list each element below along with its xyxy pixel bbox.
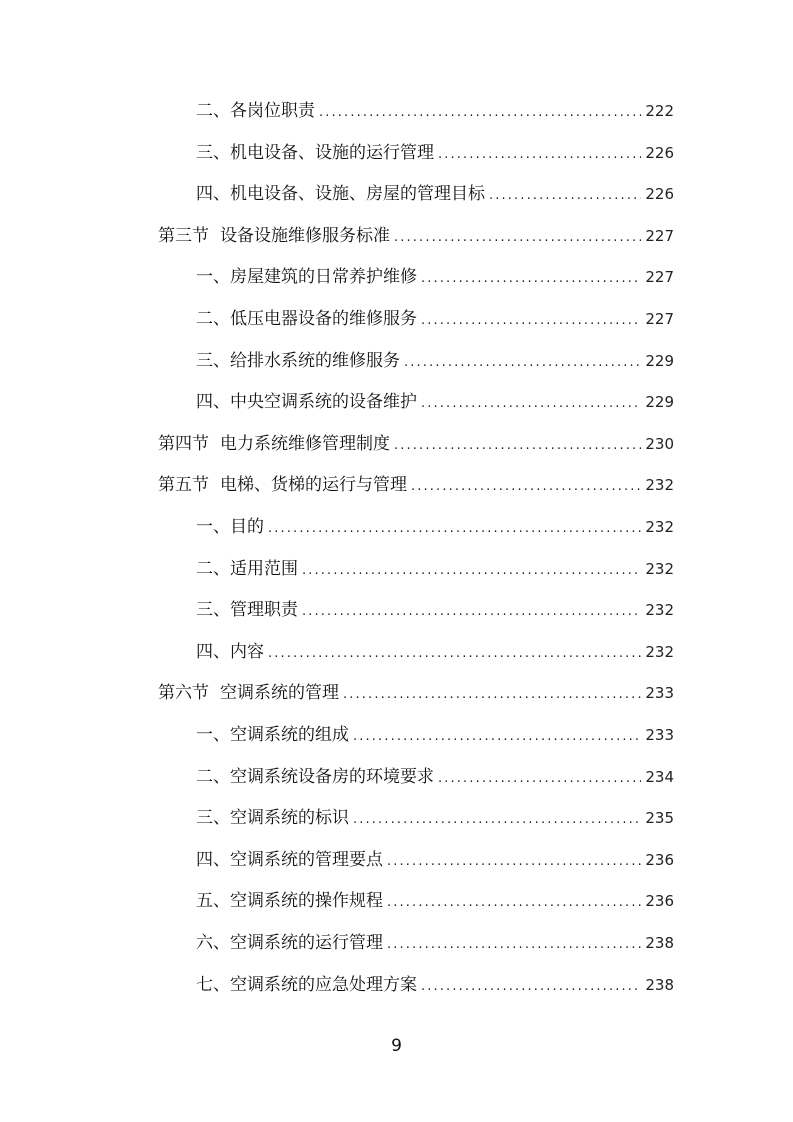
toc-section-entry[interactable] <box>158 429 674 459</box>
toc-entry-number: 七、 <box>196 974 230 995</box>
toc-entry-title: 目的 <box>230 517 264 537</box>
toc-entry-title: 房屋建筑的日常养护维修 <box>230 267 417 288</box>
dot-leader <box>387 930 641 960</box>
toc-entry-number: 二、 <box>196 101 230 121</box>
toc-entry-number: 四、 <box>196 184 230 205</box>
toc-entry-page-number: 232 <box>645 518 674 536</box>
toc-item-entry[interactable] <box>196 262 674 292</box>
toc-item-entry[interactable] <box>196 928 674 958</box>
toc-entry-page-number: 230 <box>645 434 674 453</box>
toc-entry-number: 二、 <box>196 558 230 579</box>
toc-section-entry[interactable] <box>158 470 674 500</box>
toc-entry-title: 各岗位职责 <box>230 101 315 121</box>
toc-item-entry[interactable] <box>196 96 674 126</box>
toc-entry-page-number: 226 <box>645 143 674 162</box>
dot-leader <box>421 972 641 1002</box>
toc-entry-page-number: 235 <box>645 809 674 828</box>
toc-entry-page-number: 232 <box>645 642 674 661</box>
toc-entry-page-number: 232 <box>645 559 674 578</box>
toc-entry-number: 三、 <box>196 350 230 371</box>
toc-entry-title: 空调系统设备房的环境要求 <box>230 766 434 787</box>
toc-entry-number: 六、 <box>196 933 230 953</box>
toc-item-entry[interactable] <box>196 554 674 584</box>
toc-entry-number: 二、 <box>196 309 230 329</box>
toc-entry-number: 一、 <box>196 517 230 537</box>
toc-entry-page-number: 227 <box>645 268 674 287</box>
toc-entry-page-number: 233 <box>645 684 674 703</box>
toc-entry-title: 电力系统维修管理制度 <box>220 433 390 454</box>
toc-entry-title: 内容 <box>230 641 264 662</box>
toc-entry-number: 第五节 <box>158 475 209 496</box>
dot-leader <box>404 348 641 378</box>
toc-entry-number: 四、 <box>196 849 230 870</box>
toc-item-entry[interactable] <box>196 886 674 916</box>
dot-leader <box>411 472 641 502</box>
toc-entry-page-number: 226 <box>645 185 674 204</box>
toc-entry-title: 空调系统的应急处理方案 <box>230 974 417 995</box>
toc-entry-number: 三、 <box>196 142 230 163</box>
toc-item-entry[interactable] <box>196 346 674 376</box>
dot-leader <box>302 597 641 627</box>
toc-entry-title: 机电设备、设施的运行管理 <box>230 142 434 163</box>
toc-item-entry[interactable] <box>196 762 674 792</box>
dot-leader <box>394 431 641 461</box>
toc-item-entry[interactable] <box>196 845 674 875</box>
toc-item-entry[interactable] <box>196 304 674 334</box>
dot-leader <box>302 556 641 586</box>
toc-entry-title: 空调系统的组成 <box>230 725 349 745</box>
dot-leader <box>489 181 641 211</box>
toc-item-entry[interactable] <box>196 179 674 209</box>
toc-entry-title: 机电设备、设施、房屋的管理目标 <box>230 184 485 205</box>
toc-entry-number: 三、 <box>196 808 230 829</box>
toc-entry-page-number: 229 <box>645 351 674 370</box>
toc-entry-title: 空调系统的操作规程 <box>230 891 383 912</box>
dot-leader <box>387 847 641 877</box>
toc-item-entry[interactable] <box>196 138 674 168</box>
dot-leader <box>394 223 641 253</box>
dot-leader <box>421 264 641 294</box>
toc-item-entry[interactable] <box>196 595 674 625</box>
toc-entry-number: 第三节 <box>158 225 209 246</box>
toc-entry-page-number: 236 <box>645 892 674 911</box>
toc-entry-page-number: 227 <box>645 226 674 245</box>
dot-leader <box>421 306 641 336</box>
toc-entry-number: 三、 <box>196 600 230 621</box>
dot-leader <box>438 140 641 170</box>
toc-entry-page-number: 232 <box>645 601 674 620</box>
toc-section-entry[interactable] <box>158 221 674 251</box>
toc-entry-page-number: 229 <box>645 393 674 412</box>
toc-entry-title: 中央空调系统的设备维护 <box>230 392 417 413</box>
toc-item-entry[interactable] <box>196 387 674 417</box>
toc-item-entry[interactable] <box>196 637 674 667</box>
toc-entry-number: 一、 <box>196 267 230 288</box>
toc-item-entry[interactable] <box>196 803 674 833</box>
toc-item-entry[interactable] <box>196 720 674 750</box>
toc-entry-page-number: 232 <box>645 476 674 495</box>
toc-entry-number: 第六节 <box>158 683 209 704</box>
page-number: 9 <box>391 1036 402 1056</box>
dot-leader <box>421 389 641 419</box>
dot-leader <box>268 514 641 544</box>
toc-entry-page-number: 234 <box>645 767 674 786</box>
toc-section-entry[interactable] <box>158 678 674 708</box>
dot-leader <box>343 680 641 710</box>
toc-entry-page-number: 227 <box>645 310 674 328</box>
toc-entry-title: 管理职责 <box>230 600 298 621</box>
dot-leader <box>353 805 641 835</box>
dot-leader <box>387 888 641 918</box>
toc-entry-page-number: 238 <box>645 975 674 994</box>
toc-entry-number: 五、 <box>196 891 230 912</box>
dot-leader <box>319 98 641 128</box>
dot-leader <box>438 764 641 794</box>
toc-item-entry[interactable] <box>196 970 674 1000</box>
toc-entry-title: 空调系统的标识 <box>230 808 349 829</box>
toc-item-entry[interactable] <box>196 512 674 542</box>
toc-entry-title: 空调系统的管理 <box>220 683 339 704</box>
toc-entry-number: 第四节 <box>158 433 209 454</box>
dot-leader <box>353 722 641 752</box>
toc-entry-page-number: 236 <box>645 850 674 869</box>
toc-entry-page-number: 222 <box>645 102 674 120</box>
dot-leader <box>268 639 641 669</box>
toc-entry-title: 给排水系统的维修服务 <box>230 350 400 371</box>
toc-entry-title: 低压电器设备的维修服务 <box>230 309 417 329</box>
toc-entry-title: 电梯、货梯的运行与管理 <box>220 475 407 496</box>
toc-entry-title: 空调系统的运行管理 <box>230 933 383 953</box>
toc-entry-title: 设备设施维修服务标准 <box>220 225 390 246</box>
toc-entry-number: 一、 <box>196 725 230 745</box>
toc-entry-page-number: 233 <box>645 726 674 744</box>
toc-entry-number: 四、 <box>196 641 230 662</box>
toc-entry-title: 适用范围 <box>230 558 298 579</box>
toc-entry-title: 空调系统的管理要点 <box>230 849 383 870</box>
toc-entry-page-number: 238 <box>645 934 674 952</box>
toc-entry-number: 四、 <box>196 392 230 413</box>
toc-entry-number: 二、 <box>196 766 230 787</box>
